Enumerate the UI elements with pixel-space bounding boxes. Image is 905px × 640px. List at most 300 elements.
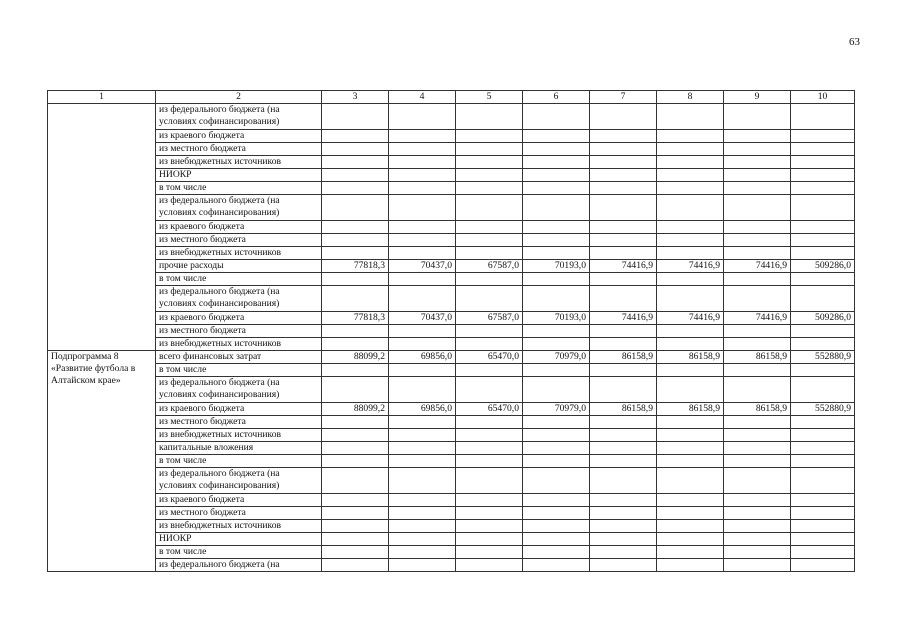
- table-row: [48, 273, 855, 286]
- budget-table: [47, 90, 855, 572]
- row-label: из федерального бюджета (на условиях софинансирования): [156, 195, 322, 221]
- value-cell: [523, 533, 590, 546]
- value-cell: [791, 494, 855, 507]
- value-cell: [724, 468, 791, 494]
- value-cell: [791, 416, 855, 429]
- row-label: из местного бюджета: [156, 234, 322, 247]
- value-cell: [322, 546, 389, 559]
- value-cell: [523, 182, 590, 195]
- value-cell: [724, 169, 791, 182]
- table-row: [48, 533, 855, 546]
- value-cell: [456, 533, 523, 546]
- value-cell: [791, 442, 855, 455]
- value-cell: [724, 507, 791, 520]
- value-cell: 77818,3: [322, 312, 389, 325]
- value-cell: 77818,3: [322, 260, 389, 273]
- value-cell: [389, 377, 456, 403]
- table-row: [48, 455, 855, 468]
- table-row: [48, 234, 855, 247]
- row-label: из краевого бюджета: [156, 130, 322, 143]
- value-cell: 552880,9: [791, 351, 855, 364]
- value-cell: [322, 156, 389, 169]
- value-cell: [724, 559, 791, 572]
- value-cell: [523, 520, 590, 533]
- value-cell: [657, 455, 724, 468]
- value-cell: [389, 143, 456, 156]
- value-cell: [322, 533, 389, 546]
- value-cell: [389, 338, 456, 351]
- table-row: [48, 182, 855, 195]
- value-cell: [389, 104, 456, 130]
- value-cell: [657, 182, 724, 195]
- table-row: [48, 468, 855, 494]
- value-cell: [791, 520, 855, 533]
- value-cell: [523, 221, 590, 234]
- value-cell: [322, 559, 389, 572]
- value-cell: [456, 546, 523, 559]
- value-cell: [523, 234, 590, 247]
- value-cell: [456, 156, 523, 169]
- row-label: из внебюджетных источников: [156, 247, 322, 260]
- value-cell: 509286,0: [791, 260, 855, 273]
- value-cell: [523, 130, 590, 143]
- value-cell: [322, 143, 389, 156]
- value-cell: [389, 234, 456, 247]
- value-cell: [322, 325, 389, 338]
- value-cell: [389, 416, 456, 429]
- row-label: из местного бюджета: [156, 416, 322, 429]
- value-cell: [590, 234, 657, 247]
- value-cell: [724, 234, 791, 247]
- value-cell: [657, 234, 724, 247]
- value-cell: 88099,2: [322, 351, 389, 364]
- value-cell: [322, 273, 389, 286]
- row-label: капитальные вложения: [156, 442, 322, 455]
- value-cell: [791, 130, 855, 143]
- value-cell: [724, 429, 791, 442]
- value-cell: [389, 221, 456, 234]
- table-row: [48, 312, 855, 325]
- value-cell: 69856,0: [389, 351, 456, 364]
- value-cell: [456, 325, 523, 338]
- value-cell: [657, 156, 724, 169]
- value-cell: [456, 468, 523, 494]
- header-cell: 5: [456, 91, 523, 104]
- value-cell: [389, 169, 456, 182]
- value-cell: [791, 182, 855, 195]
- value-cell: [322, 429, 389, 442]
- value-cell: [456, 338, 523, 351]
- value-cell: [657, 468, 724, 494]
- value-cell: [523, 468, 590, 494]
- value-cell: [523, 442, 590, 455]
- value-cell: [791, 195, 855, 221]
- page-number: 63: [849, 36, 860, 48]
- value-cell: [657, 559, 724, 572]
- value-cell: [791, 286, 855, 312]
- table-row: [48, 221, 855, 234]
- value-cell: [523, 416, 590, 429]
- value-cell: [523, 338, 590, 351]
- value-cell: [590, 494, 657, 507]
- value-cell: [657, 286, 724, 312]
- row-label: НИОКР: [156, 533, 322, 546]
- value-cell: [791, 221, 855, 234]
- row-label: из федерального бюджета (на условиях софинансирования): [156, 104, 322, 130]
- value-cell: [724, 533, 791, 546]
- value-cell: [389, 455, 456, 468]
- value-cell: [590, 533, 657, 546]
- value-cell: [523, 286, 590, 312]
- value-cell: [456, 104, 523, 130]
- value-cell: [791, 156, 855, 169]
- value-cell: [791, 377, 855, 403]
- value-cell: [791, 364, 855, 377]
- value-cell: [791, 234, 855, 247]
- value-cell: [724, 247, 791, 260]
- value-cell: [322, 377, 389, 403]
- value-cell: [791, 468, 855, 494]
- value-cell: [322, 455, 389, 468]
- budget-table-body: [48, 91, 855, 572]
- value-cell: [657, 364, 724, 377]
- table-row: [48, 351, 855, 364]
- table-row: [48, 325, 855, 338]
- value-cell: [456, 442, 523, 455]
- value-cell: [657, 195, 724, 221]
- row-label: из местного бюджета: [156, 325, 322, 338]
- value-cell: [456, 130, 523, 143]
- value-cell: [389, 494, 456, 507]
- header-cell: 10: [791, 91, 855, 104]
- header-cell: 2: [156, 91, 322, 104]
- value-cell: [523, 156, 590, 169]
- value-cell: [724, 130, 791, 143]
- value-cell: [590, 507, 657, 520]
- value-cell: 86158,9: [590, 403, 657, 416]
- value-cell: [657, 104, 724, 130]
- table-row: [48, 507, 855, 520]
- value-cell: [322, 182, 389, 195]
- value-cell: [322, 221, 389, 234]
- value-cell: [657, 273, 724, 286]
- value-cell: [791, 338, 855, 351]
- value-cell: [322, 169, 389, 182]
- value-cell: [389, 520, 456, 533]
- value-cell: [456, 377, 523, 403]
- row-label: всего финансовых затрат: [156, 351, 322, 364]
- value-cell: [657, 143, 724, 156]
- row-label: в том числе: [156, 546, 322, 559]
- value-cell: [590, 286, 657, 312]
- row-label: из внебюджетных источников: [156, 429, 322, 442]
- value-cell: [389, 364, 456, 377]
- row-label: из краевого бюджета: [156, 312, 322, 325]
- value-cell: [322, 468, 389, 494]
- value-cell: [456, 559, 523, 572]
- value-cell: [791, 104, 855, 130]
- header-cell: 3: [322, 91, 389, 104]
- value-cell: [590, 273, 657, 286]
- row-label: в том числе: [156, 273, 322, 286]
- row-label: из краевого бюджета: [156, 221, 322, 234]
- row-label: прочие расходы: [156, 260, 322, 273]
- table-row: [48, 104, 855, 130]
- table-row: [48, 520, 855, 533]
- header-cell: 7: [590, 91, 657, 104]
- header-cell: 1: [48, 91, 156, 104]
- value-cell: [389, 286, 456, 312]
- value-cell: 70437,0: [389, 312, 456, 325]
- program-name: Подпрограмма 8 «Развитие футбола в Алтайском крае»: [51, 351, 136, 386]
- table-row: [48, 247, 855, 260]
- value-cell: [456, 234, 523, 247]
- row-label: в том числе: [156, 182, 322, 195]
- row-label: в том числе: [156, 455, 322, 468]
- value-cell: 86158,9: [724, 403, 791, 416]
- row-label: из краевого бюджета: [156, 494, 322, 507]
- table-row: [48, 559, 855, 572]
- value-cell: [657, 221, 724, 234]
- value-cell: 74416,9: [657, 260, 724, 273]
- value-cell: [657, 377, 724, 403]
- header-cell: 9: [724, 91, 791, 104]
- value-cell: [590, 338, 657, 351]
- value-cell: [389, 507, 456, 520]
- value-cell: [657, 338, 724, 351]
- value-cell: [590, 104, 657, 130]
- value-cell: [456, 494, 523, 507]
- table-row: [48, 403, 855, 416]
- header-cell: 6: [523, 91, 590, 104]
- value-cell: [322, 130, 389, 143]
- value-cell: 70979,0: [523, 403, 590, 416]
- value-cell: [724, 416, 791, 429]
- row-label: из федерального бюджета (на условиях софинансирования): [156, 286, 322, 312]
- value-cell: [523, 195, 590, 221]
- table-header-row: [48, 91, 855, 104]
- value-cell: [456, 169, 523, 182]
- value-cell: [724, 455, 791, 468]
- table-row: [48, 156, 855, 169]
- value-cell: [523, 273, 590, 286]
- value-cell: [791, 546, 855, 559]
- value-cell: [456, 247, 523, 260]
- value-cell: [389, 247, 456, 260]
- table-row: [48, 442, 855, 455]
- value-cell: [590, 143, 657, 156]
- value-cell: 74416,9: [590, 312, 657, 325]
- value-cell: 86158,9: [590, 351, 657, 364]
- value-cell: [724, 182, 791, 195]
- value-cell: [456, 507, 523, 520]
- value-cell: [791, 273, 855, 286]
- value-cell: [590, 520, 657, 533]
- value-cell: [791, 325, 855, 338]
- table-row: [48, 494, 855, 507]
- value-cell: [791, 143, 855, 156]
- value-cell: [791, 507, 855, 520]
- row-label: из федерального бюджета (на условиях софинансирования): [156, 468, 322, 494]
- header-cell: 4: [389, 91, 456, 104]
- value-cell: [590, 377, 657, 403]
- value-cell: [791, 533, 855, 546]
- value-cell: [657, 416, 724, 429]
- value-cell: [724, 520, 791, 533]
- value-cell: [456, 182, 523, 195]
- value-cell: [523, 377, 590, 403]
- program-name-cell: [48, 104, 156, 351]
- value-cell: [389, 546, 456, 559]
- value-cell: [724, 195, 791, 221]
- value-cell: [456, 416, 523, 429]
- value-cell: [724, 494, 791, 507]
- value-cell: [724, 377, 791, 403]
- value-cell: [724, 286, 791, 312]
- value-cell: [389, 533, 456, 546]
- value-cell: [456, 286, 523, 312]
- value-cell: [322, 338, 389, 351]
- table-row: [48, 338, 855, 351]
- value-cell: [657, 546, 724, 559]
- value-cell: 65470,0: [456, 351, 523, 364]
- value-cell: 69856,0: [389, 403, 456, 416]
- value-cell: [724, 104, 791, 130]
- table-row: [48, 143, 855, 156]
- table-row: [48, 377, 855, 403]
- value-cell: [657, 429, 724, 442]
- value-cell: [523, 247, 590, 260]
- value-cell: 65470,0: [456, 403, 523, 416]
- value-cell: [791, 455, 855, 468]
- value-cell: [590, 156, 657, 169]
- value-cell: [590, 559, 657, 572]
- table-row: [48, 195, 855, 221]
- value-cell: [724, 325, 791, 338]
- value-cell: [590, 416, 657, 429]
- value-cell: 86158,9: [657, 351, 724, 364]
- value-cell: [791, 429, 855, 442]
- value-cell: [456, 455, 523, 468]
- row-label: из местного бюджета: [156, 507, 322, 520]
- value-cell: 552880,9: [791, 403, 855, 416]
- value-cell: [724, 273, 791, 286]
- value-cell: 70193,0: [523, 312, 590, 325]
- value-cell: [389, 182, 456, 195]
- value-cell: [657, 247, 724, 260]
- value-cell: [523, 169, 590, 182]
- value-cell: [657, 130, 724, 143]
- value-cell: [456, 195, 523, 221]
- value-cell: 86158,9: [657, 403, 724, 416]
- table-row: [48, 429, 855, 442]
- row-label: НИОКР: [156, 169, 322, 182]
- value-cell: [791, 247, 855, 260]
- value-cell: 86158,9: [724, 351, 791, 364]
- value-cell: [657, 533, 724, 546]
- value-cell: [523, 143, 590, 156]
- row-label: из местного бюджета: [156, 143, 322, 156]
- value-cell: [389, 156, 456, 169]
- value-cell: [523, 507, 590, 520]
- value-cell: [657, 507, 724, 520]
- value-cell: [389, 429, 456, 442]
- value-cell: 70979,0: [523, 351, 590, 364]
- value-cell: [724, 364, 791, 377]
- value-cell: [724, 156, 791, 169]
- value-cell: [724, 221, 791, 234]
- value-cell: [590, 468, 657, 494]
- value-cell: [523, 559, 590, 572]
- value-cell: [322, 195, 389, 221]
- value-cell: [322, 104, 389, 130]
- row-label: из внебюджетных источников: [156, 156, 322, 169]
- value-cell: [523, 455, 590, 468]
- value-cell: 67587,0: [456, 260, 523, 273]
- value-cell: [523, 364, 590, 377]
- value-cell: [389, 442, 456, 455]
- value-cell: [322, 286, 389, 312]
- value-cell: [590, 169, 657, 182]
- table-row: [48, 260, 855, 273]
- value-cell: [456, 520, 523, 533]
- value-cell: 74416,9: [657, 312, 724, 325]
- row-label: из краевого бюджета: [156, 403, 322, 416]
- row-label: в том числе: [156, 364, 322, 377]
- value-cell: [523, 546, 590, 559]
- value-cell: [791, 559, 855, 572]
- value-cell: [389, 273, 456, 286]
- value-cell: [590, 429, 657, 442]
- value-cell: [657, 520, 724, 533]
- value-cell: 74416,9: [724, 260, 791, 273]
- value-cell: [322, 442, 389, 455]
- value-cell: 74416,9: [590, 260, 657, 273]
- value-cell: [590, 364, 657, 377]
- value-cell: [590, 455, 657, 468]
- value-cell: 70193,0: [523, 260, 590, 273]
- value-cell: 509286,0: [791, 312, 855, 325]
- value-cell: 67587,0: [456, 312, 523, 325]
- value-cell: [657, 325, 724, 338]
- value-cell: [456, 273, 523, 286]
- table-row: [48, 286, 855, 312]
- value-cell: 70437,0: [389, 260, 456, 273]
- row-label: из федерального бюджета (на: [156, 559, 322, 572]
- value-cell: [590, 546, 657, 559]
- value-cell: [590, 182, 657, 195]
- program-name-cell: [48, 351, 156, 572]
- value-cell: [322, 507, 389, 520]
- table-row: [48, 416, 855, 429]
- value-cell: [523, 104, 590, 130]
- value-cell: 88099,2: [322, 403, 389, 416]
- table-row: [48, 130, 855, 143]
- header-cell: 8: [657, 91, 724, 104]
- value-cell: [389, 559, 456, 572]
- value-cell: [456, 221, 523, 234]
- value-cell: [322, 247, 389, 260]
- value-cell: [523, 429, 590, 442]
- value-cell: [724, 442, 791, 455]
- value-cell: [657, 442, 724, 455]
- row-label: из федерального бюджета (на условиях софинансирования): [156, 377, 322, 403]
- value-cell: [590, 130, 657, 143]
- value-cell: [657, 494, 724, 507]
- row-label: из внебюджетных источников: [156, 520, 322, 533]
- value-cell: [322, 494, 389, 507]
- value-cell: [523, 325, 590, 338]
